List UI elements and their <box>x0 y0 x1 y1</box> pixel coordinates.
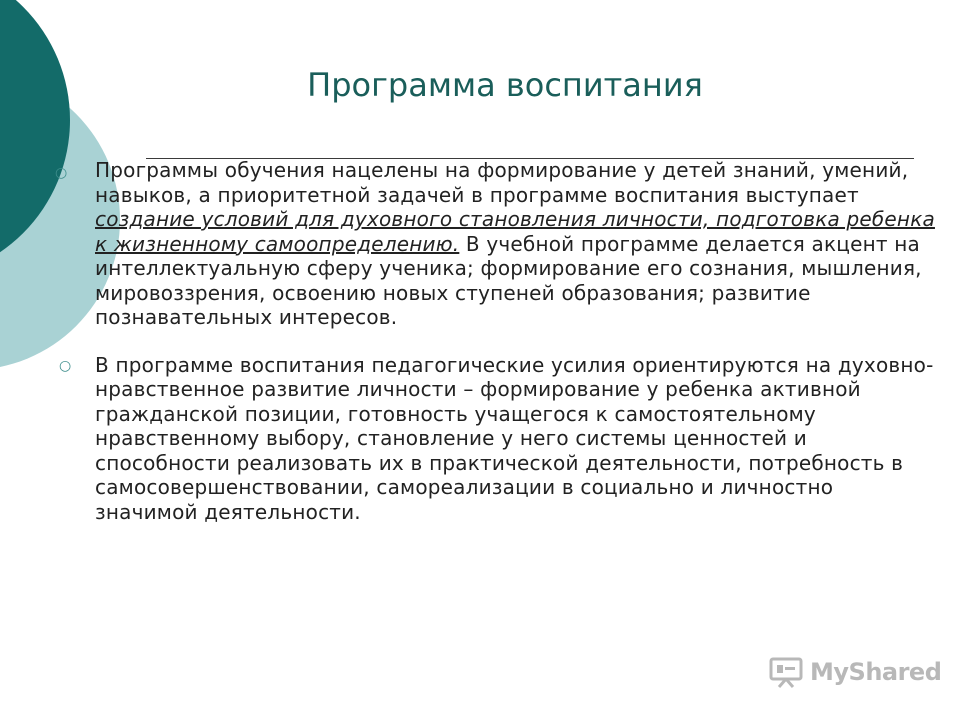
bullet-text: В программе воспитания педагогические усилия ориентируются на духовно-нравственное развитие личности – формирование у ребенка активной гражданской позиции, готовность учащегося к самостоятельному нравственному выбору, становление у него системы ценностей и способности реализовать их в практической деятельности, потребность в самосовершенствовании, самореализации в социально и личностно значимой деятельности. <box>95 352 934 524</box>
presentation-board-icon <box>768 656 804 688</box>
bullet-circle-icon: ○ <box>55 165 68 181</box>
watermark <box>768 656 941 688</box>
watermark-text: MyShared <box>810 658 942 686</box>
bullet-text-continued: В учебной программе делается акцент на интеллектуальную сферу ученика; формирование его сознания, мышления, мировоззрения, освоению новых ступеней образования; развитие познавательных интересов. <box>95 231 922 329</box>
bullet-list <box>55 158 942 524</box>
bullet-item <box>55 158 942 330</box>
bullet-emphasis: создание условий для духовного становления личности, подготовка ребенка к жизненному самоопределению. <box>95 207 935 256</box>
bullet-text: Программы обучения нацелены на формирование у детей знаний, умений, навыков, а приоритетной задачей в программе воспитания выступает <box>95 158 909 207</box>
bullet-circle-icon: ○ <box>59 357 72 374</box>
bullet-item <box>59 352 942 525</box>
slide-title: Программа воспитания <box>307 66 703 104</box>
